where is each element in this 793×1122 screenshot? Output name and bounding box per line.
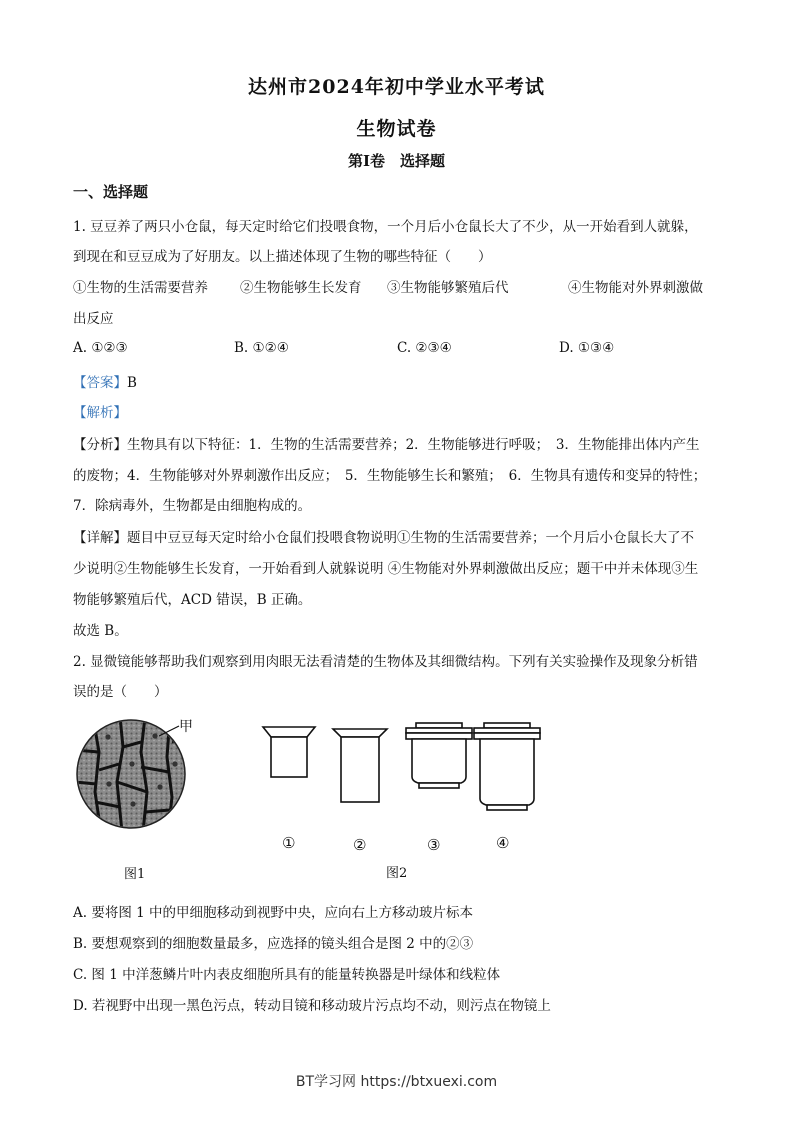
q2-stem-line2: 误的是（ ） [73,684,168,700]
detail-line2: 少说明②生物能够生长发育，一开始看到人就躲说明 ④生物能对外界刺激做出反应；题干中并未体现③生 [73,561,699,577]
fig2-caption: 图2 [386,866,408,881]
figure-2-lenses [255,715,545,815]
lens-label-2: ② [353,836,367,854]
q1-feature-1: ①生物的生活需要营养 [73,280,208,296]
lens-label-1: ① [282,834,296,852]
q1-feature-3: ③生物能够繁殖后代 [387,280,509,296]
detail-tag: 【详解】 [73,530,127,546]
detail-line3: 物能够繁殖后代，ACD 错误，B 正确。 [73,592,312,608]
q1-feature-4: ④生物能对外界刺激做 [568,280,703,296]
lens-1-body [271,737,307,777]
q1-feature-2: ②生物能够生长发育 [240,280,362,296]
q2-choice-b: B. 要想观察到的细胞数量最多，应选择的镜头组合是图 2 中的②③ [73,936,474,952]
fenxi-line3: 7．除病毒外，生物都是由细胞构成的。 [73,498,312,514]
analysis-tag: 【解析】 [73,405,127,421]
q1-stem-line1: 1. 豆豆养了两只小仓鼠，每天定时给它们投喂食物，一个月后小仓鼠长大了不少，从一开始看到人就躲， [73,219,698,235]
q2-choice-c: C. 图 1 中洋葱鳞片叶内表皮细胞所具有的能量转换器是叶绿体和线粒体 [73,967,501,983]
q2-choice-a: A. 要将图 1 中的甲细胞移动到视野中央，应向右上方移动玻片标本 [73,905,474,921]
fenxi-tag: 【分析】 [73,437,127,453]
lens-2-body [341,737,379,802]
q1-choice-a: A. ①②③ [73,340,128,356]
fenxi-line1: 【分析】生物具有以下特征：1．生物的生活需要营养；2．生物能够进行呼吸； 3．生物能排出体内产生 [73,437,700,453]
footer-watermark: BT学习网 https://btxuexi.com [295,1074,498,1090]
fig1-pointer-label: 甲 [179,719,193,735]
q1-conclusion: 故选 B。 [73,623,128,639]
section-heading: 一、选择题 [73,183,149,201]
lens-label-4: ④ [496,834,510,852]
exam-subtitle: 生物试卷 [356,118,437,140]
part-heading: 第I卷 选择题 [347,152,446,170]
lens-1-rim [263,727,315,737]
q1-choice-d: D. ①③④ [559,340,615,356]
fenxi-line2: 的废物；4．生物能够对外界刺激作出反应； 5．生物能够生长和繁殖； 6．生物具有遗传和变异的特性； [73,468,707,484]
q1-choice-c: C. ②③④ [397,340,452,356]
q1-choice-b: B. ①②④ [234,340,289,356]
q1-answer-line [73,371,137,391]
q2-choice-d: D. 若视野中出现一黑色污点，转动目镜和移动玻片污点均不动，则污点在物镜上 [73,998,551,1014]
detail-line1: 【详解】题目中豆豆每天定时给小仓鼠们投喂食物说明①生物的生活需要营养；一个月后小仓鼠长大了不 [73,530,694,546]
lens-2-rim [333,729,387,737]
fig1-caption: 图1 [124,867,146,882]
q1-stem-line2: 到现在和豆豆成为了好朋友。以上描述体现了生物的哪些特征（ ） [73,249,492,265]
answer-value: B [127,375,137,391]
q2-stem-line1: 2. 显微镜能够帮助我们观察到用肉眼无法看清楚的生物体及其细微结构。下列有关实验操作及现象分析错 [73,654,698,670]
exam-title: 达州市2024年初中学业水平考试 [248,76,545,98]
q1-feature-4-cont: 出反应 [73,311,114,327]
answer-tag: 【答案】 [73,375,127,391]
lens-label-3: ③ [427,836,441,854]
